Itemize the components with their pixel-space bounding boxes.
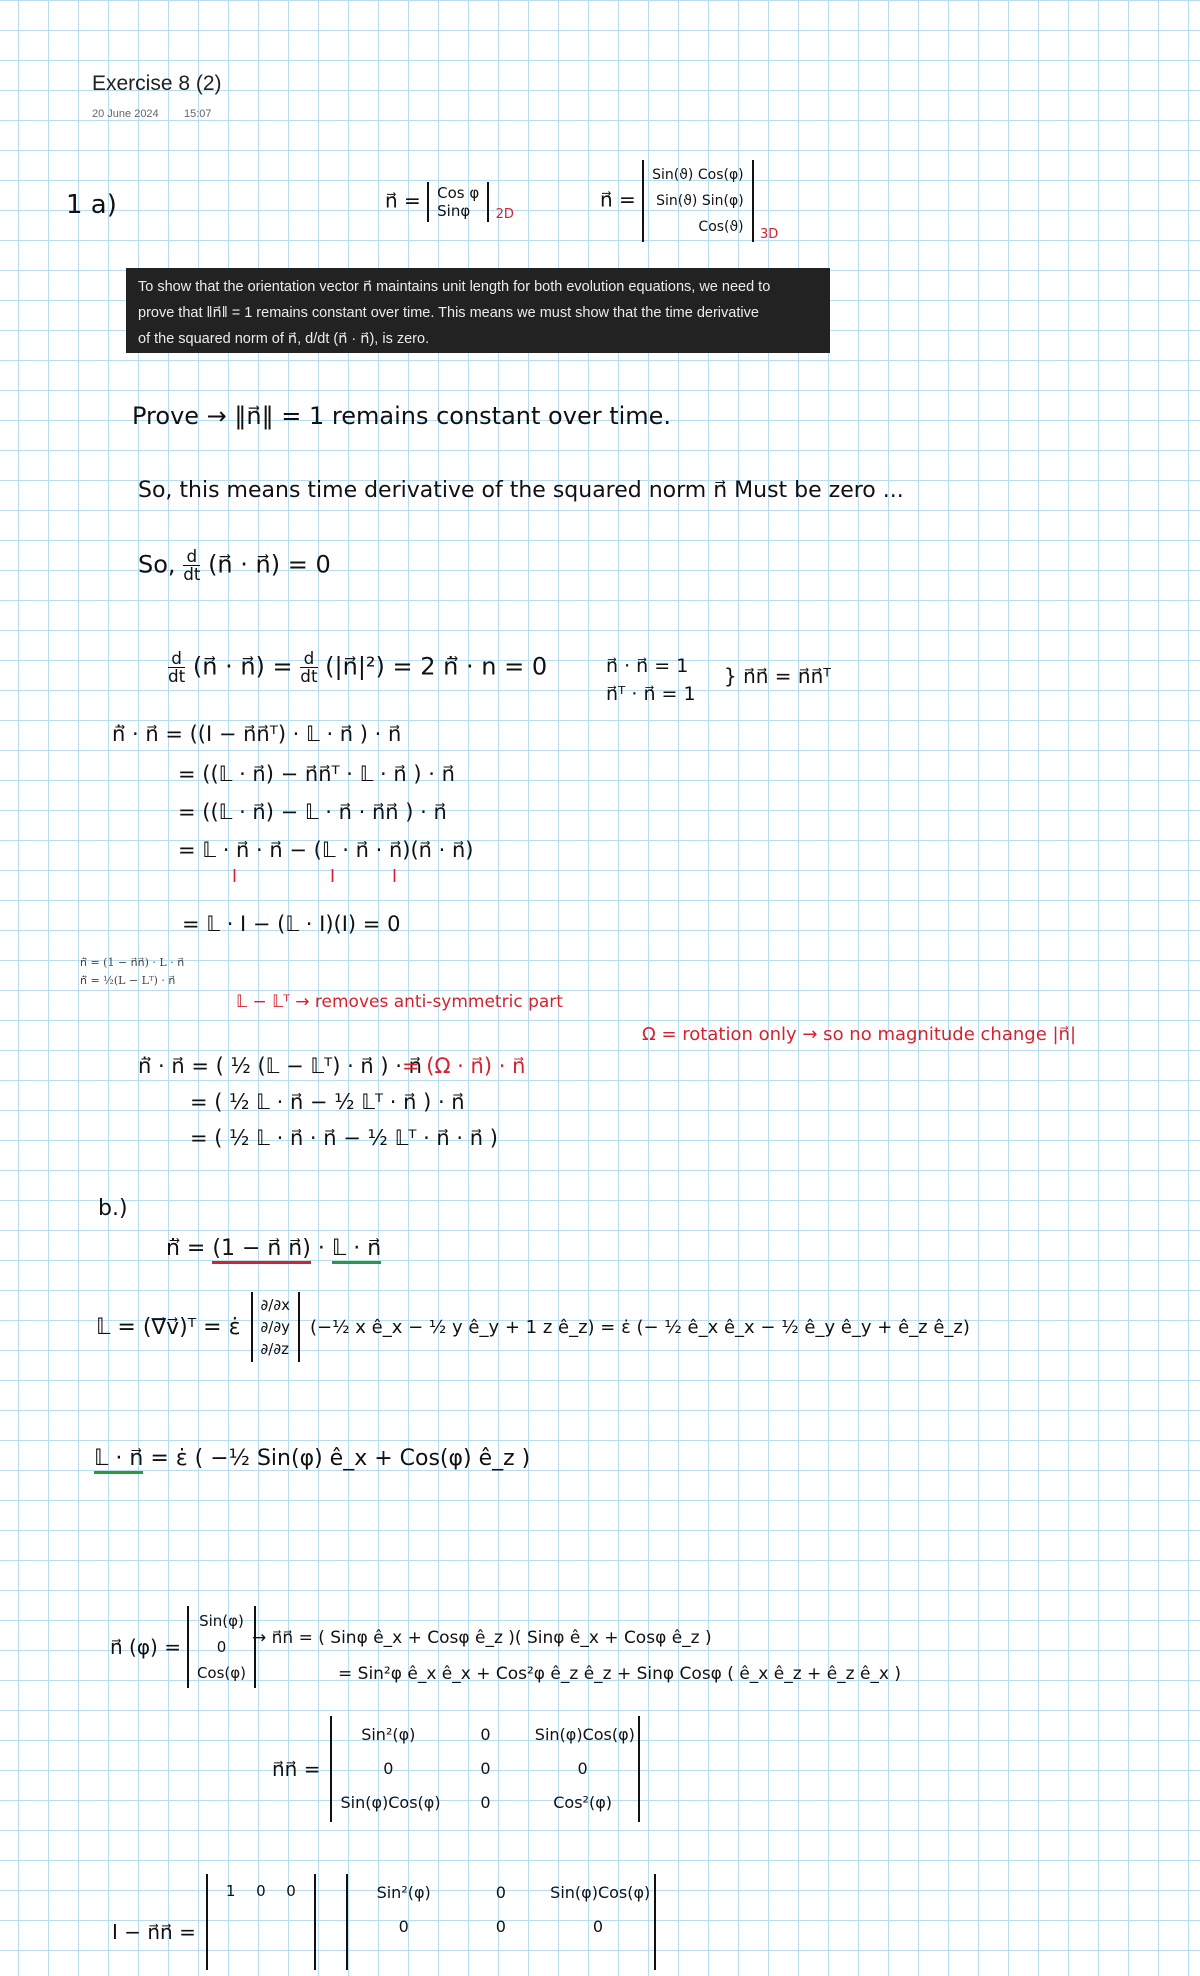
so-prefix: So, [138, 550, 176, 579]
nn-cell: 0 [480, 1793, 491, 1812]
part-b-eq1-green: 𝕃 · n⃗ [332, 1236, 381, 1264]
derivative-line [168, 650, 547, 685]
nn-matrix [330, 1716, 640, 1822]
L-lhs: 𝕃 = (∇⃗v⃗)ᵀ = ε̇ [96, 1314, 241, 1340]
nn-matrix-row-1 [340, 1718, 635, 1752]
unit-cond-2: n⃗ᵀ · n⃗ = 1 [606, 683, 696, 705]
part-b-eq1-red: (1 − n⃗ n⃗) [212, 1236, 310, 1264]
part-b-eq1-mid: · [317, 1236, 332, 1261]
calc-line-2: = ((𝕃 · n⃗) − n⃗n⃗ᵀ · 𝕃 · n⃗ ) · n⃗ [178, 762, 455, 786]
identity-cell: 1 [225, 1882, 236, 1900]
deriv-dt-2: dt [300, 665, 318, 686]
part-b-eq1 [166, 1236, 381, 1261]
nn-product-line-2: = Sin²φ ê_x ê_x + Cos²φ ê_z ê_z + Sinφ Cosφ ( ê_x ê_z + ê_z ê_x ) [338, 1664, 902, 1684]
nn-repeat-cell: Sin(φ)Cos(φ) [550, 1883, 651, 1902]
so-equation [138, 548, 331, 583]
nn-matrix-lhs: n⃗n⃗ = [272, 1757, 321, 1781]
n-2d-lhs: n⃗ = [385, 188, 421, 213]
prove-statement: Prove → ‖n⃗‖ = 1 remains constant over time. [132, 402, 672, 430]
unit-conclusion: } n⃗n⃗ = n⃗n⃗ᵀ [724, 664, 831, 688]
I-lhs: I − n⃗n⃗ = [112, 1920, 196, 1944]
I-minus-nn-eq [112, 1874, 656, 1970]
n-2d-row-1: Cos φ [437, 184, 480, 202]
deriv-d-2: d [300, 650, 317, 668]
nn-product-line-1: → n⃗n⃗ = ( Sinφ ê_x + Cosφ ê_z )( Sinφ ê_x + Cosφ ê_z ) [252, 1628, 712, 1648]
deriv-d-1: d [168, 650, 185, 668]
identity-matrix [206, 1874, 316, 1970]
identity-cell: 0 [286, 1882, 296, 1900]
n-3d-vector [600, 160, 778, 242]
n-2d-vector [385, 182, 514, 222]
nn-cell: 0 [577, 1759, 588, 1778]
identity-row-1 [216, 1876, 306, 1906]
Ln-lhs: 𝕃 · n⃗ [94, 1446, 143, 1474]
so-statement: So, this means time derivative of the squared norm n⃗ Must be zero ... [138, 478, 904, 503]
n-phi-row-3: Cos(φ) [196, 1664, 247, 1682]
n-2d-matrix [427, 182, 489, 222]
grad-row-x: ∂/∂x [260, 1296, 290, 1314]
n-3d-row-1: Sin(ϑ) Cos(φ) [652, 167, 744, 183]
nn-matrix-repeat [346, 1874, 656, 1970]
calc-line-3: = ((𝕃 · n⃗) − 𝕃 · n⃗ · n⃗n⃗ ) · n⃗ [178, 800, 447, 824]
nn-cell: Sin²(φ) [361, 1725, 416, 1744]
n-phi-row-2: 0 [216, 1638, 227, 1656]
n-phi-row-1: Sin(φ) [199, 1612, 244, 1630]
callout-line-2: prove that ‖n⃗‖ = 1 remains constant over time. This means we must show that the time derivative [138, 305, 759, 321]
calc2-line-1: ṅ⃗ · n⃗ = ( ½ (𝕃 − 𝕃ᵀ) · n⃗ ) · n⃗ [138, 1054, 422, 1078]
ai-callout-box [126, 268, 830, 353]
nn-repeat-cell: 0 [495, 1917, 506, 1936]
so-d: d [183, 548, 200, 566]
page-date: 20 June 2024 [92, 108, 159, 120]
Ln-eq [94, 1446, 530, 1471]
n-3d-row-2: Sin(ϑ) Sin(φ) [656, 193, 744, 209]
nn-repeat-cell: Sin²(φ) [376, 1883, 431, 1902]
calc-line-4: = 𝕃 · n⃗ · n⃗ − (𝕃 · n⃗ · n⃗)(n⃗ · n⃗) [178, 838, 474, 862]
n-3d-row-3: Cos(ϑ) [698, 219, 744, 235]
nn-matrix-row-2 [340, 1752, 630, 1786]
nn-cell: 0 [480, 1759, 491, 1778]
calc2-line-2: = ( ½ 𝕃 · n⃗ − ½ 𝕃ᵀ · n⃗ ) · n⃗ [190, 1090, 465, 1114]
nn-repeat-cell: 0 [495, 1883, 506, 1902]
so-d-dt [183, 548, 200, 583]
brace-label-2: I [330, 866, 336, 886]
printed-eq-1: ṅ⃗ = (1 − n⃗n⃗) · L · n⃗ [80, 956, 185, 969]
red-note-rotation: Ω = rotation only → so no magnitude change |n⃗| [642, 1024, 1077, 1045]
callout-line-3: of the squared norm of n⃗, d/dt (n⃗ · n⃗), is zero. [138, 331, 430, 347]
grad-row-y: ∂/∂y [260, 1318, 290, 1336]
Ln-rhs: = ε̇ ( −½ Sin(φ) ê_x + Cos(φ) ê_z ) [150, 1446, 531, 1471]
L-rhs: (−½ x ê_x − ½ y ê_y + 1 z ê_z) = ε̇ (− ½ ê_x ê_x − ½ ê_y ê_y + ê_z ê_z) [309, 1316, 970, 1338]
printed-eq-2: ṅ⃗ = ½(L − Lᵀ) · n⃗ [80, 974, 176, 987]
nn-matrix-row-3 [340, 1786, 630, 1820]
page-time: 15:07 [184, 108, 212, 120]
nn-repeat-row-1 [356, 1876, 651, 1910]
calc-line-5: = 𝕃 · I − (𝕃 · I)(I) = 0 [182, 912, 401, 936]
calc2-line-3: = ( ½ 𝕃 · n⃗ · n⃗ − ½ 𝕃ᵀ · n⃗ · n⃗ ) [190, 1126, 498, 1150]
unit-conditions [606, 652, 696, 708]
nn-cell: 0 [480, 1725, 491, 1744]
nn-cell: Sin(φ)Cos(φ) [534, 1725, 635, 1744]
n-2d-tag: 2D [495, 207, 514, 222]
deriv-part-2: (|n⃗|²) = 2 ṅ⃗ · n = 0 [325, 652, 548, 681]
n-3d-lhs: n⃗ = [600, 187, 636, 212]
calc-line-1: ṅ⃗ · n⃗ = ((I − n⃗n⃗ᵀ) · 𝕃 · n⃗ ) · n⃗ [112, 722, 402, 746]
part-b-label: b.) [98, 1196, 128, 1221]
so-dt: dt [183, 563, 201, 584]
page-title: Exercise 8 (2) [92, 72, 222, 95]
grad-row-z: ∂/∂z [260, 1340, 289, 1358]
velocity-gradient-eq [96, 1292, 970, 1362]
callout-line-1: To show that the orientation vector n⃗ maintains unit length for both evolution equations, we need to [138, 279, 771, 295]
red-note-antisymmetric: 𝕃 − 𝕃ᵀ → removes anti-symmetric part [236, 992, 563, 1012]
nn-cell: Sin(φ)Cos(φ) [340, 1793, 441, 1812]
gradient-operator [251, 1292, 300, 1362]
brace-label-3: I [392, 866, 398, 886]
nn-cell: Cos²(φ) [553, 1793, 612, 1812]
nn-repeat-cell: 0 [592, 1917, 604, 1936]
calc2-red-rhs: = (Ω · n⃗) · n⃗ [402, 1054, 526, 1078]
nn-matrix-eq [272, 1716, 640, 1822]
part-a-label: 1 a) [66, 190, 117, 220]
part-b-eq1-lhs: ṅ⃗ = [166, 1236, 206, 1261]
so-rest: (n⃗ · n⃗) = 0 [208, 550, 331, 579]
n-2d-row-2: Sinφ [437, 202, 471, 220]
unit-cond-1: n⃗ · n⃗ = 1 [606, 655, 689, 677]
n-3d-matrix [642, 160, 754, 242]
n-3d-tag: 3D [760, 227, 779, 242]
n-phi-vector [110, 1606, 256, 1688]
brace-label-1: I [232, 866, 238, 886]
deriv-d-dt-1 [168, 650, 185, 685]
nn-repeat-row-2 [356, 1910, 646, 1944]
deriv-dt-1: dt [168, 665, 186, 686]
n-phi-matrix [187, 1606, 256, 1688]
deriv-part-1: (n⃗ · n⃗) = [192, 652, 293, 681]
deriv-d-dt-2 [300, 650, 317, 685]
nn-repeat-cell: 0 [398, 1917, 409, 1936]
identity-cell: 0 [256, 1882, 266, 1900]
nn-cell: 0 [383, 1759, 394, 1778]
n-phi-lhs: n⃗ (φ) = [110, 1635, 181, 1659]
